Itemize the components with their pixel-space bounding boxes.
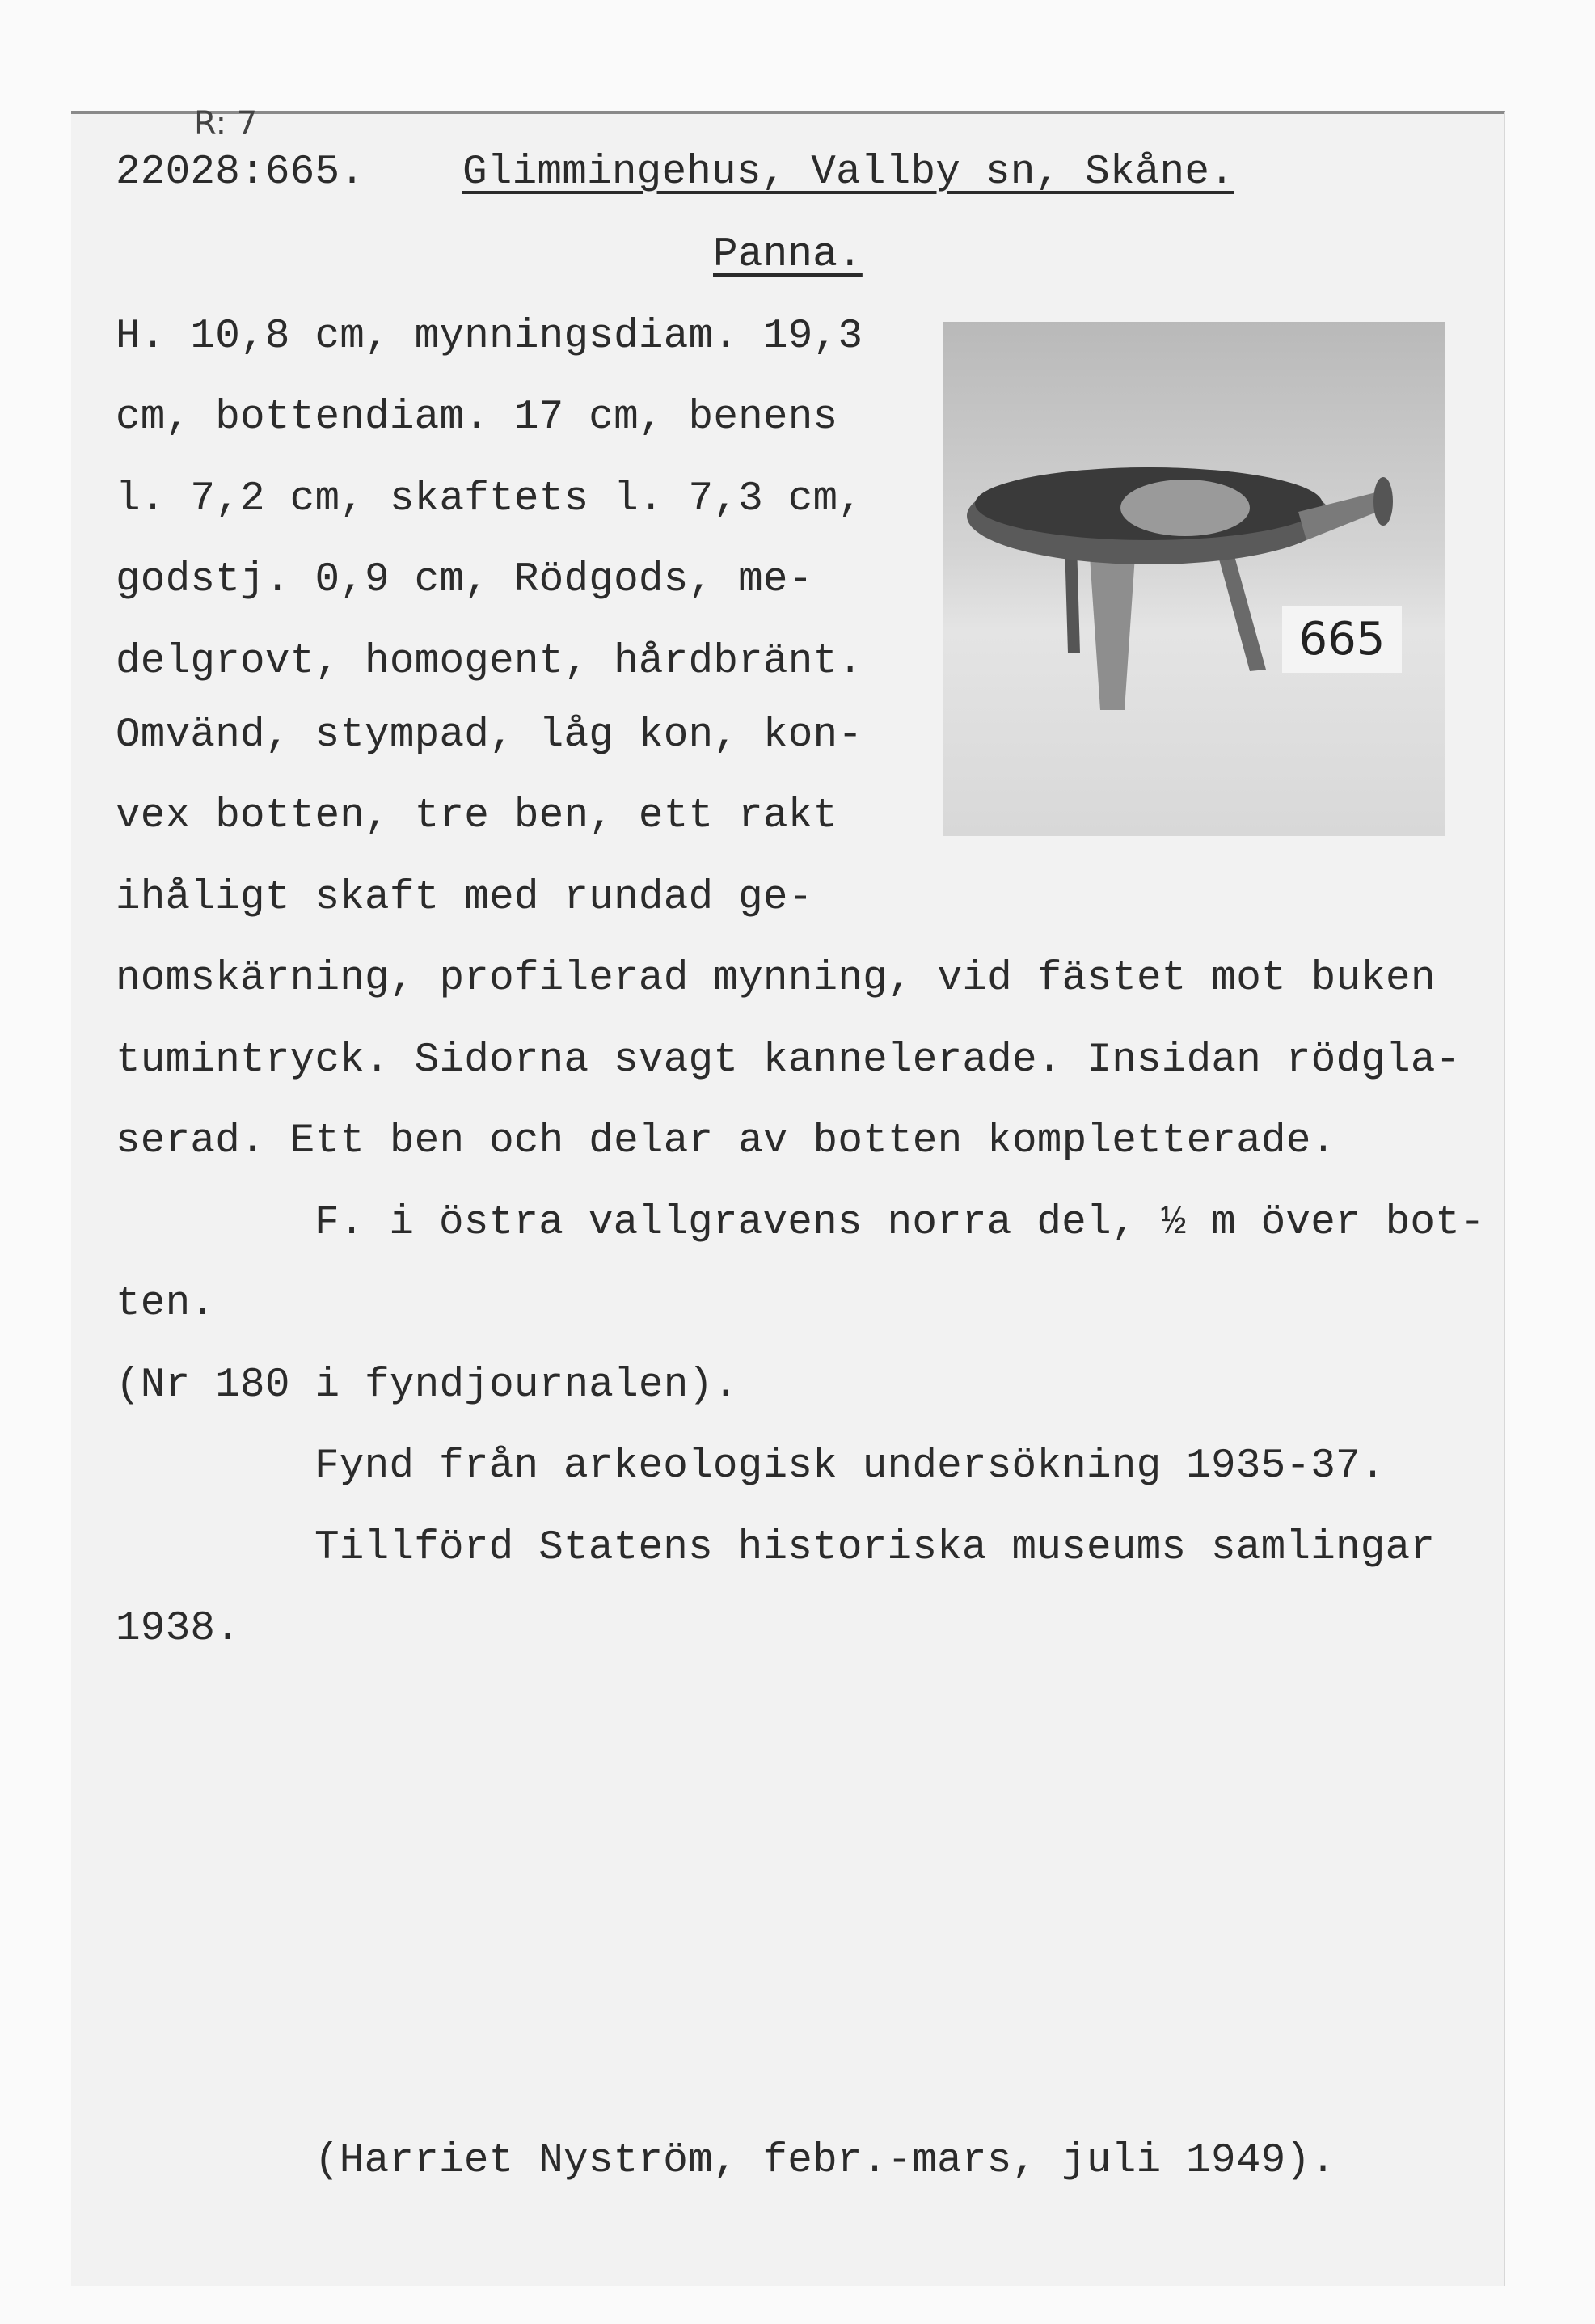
object-photo [943,322,1445,836]
description-line: delgrovt, homogent, hårdbränt. [116,639,863,685]
object-name: Panna. [713,232,863,278]
description-line: cm, bottendiam. 17 cm, benens [116,395,838,441]
description-line: serad. Ett ben och delar av botten kompletterade. [116,1118,1336,1164]
acquisition-line: Tillförd Statens historiska museums samlingar [314,1525,1436,1571]
find-location-line: F. i östra vallgravens norra del, ½ m över bot- [314,1200,1485,1246]
catalog-number: 22028:665. [116,150,365,196]
description-line: nomskärning, profilerad mynning, vid fästet mot buken [116,956,1436,1002]
description-line: vex botten, tre ben, ett rakt [116,793,838,839]
acquisition-line: 1938. [116,1606,241,1652]
description-line: ihåligt skaft med rundad ge- [116,875,813,921]
excavation-note: Fynd från arkeologisk undersökning 1935-37. [314,1443,1386,1489]
description-line: godstj. 0,9 cm, Rödgods, me- [116,557,813,603]
frying-pan-image [943,322,1445,836]
photo-number-label: 665 [1282,606,1402,673]
journal-reference: (Nr 180 i fyndjournalen). [116,1363,739,1409]
handwritten-note: R: 7 [194,105,258,142]
description-line: l. 7,2 cm, skaftets l. 7,3 cm, [116,476,863,522]
location-heading: Glimmingehus, Vallby sn, Skåne. [462,150,1234,196]
description-line: Omvänd, stympad, låg kon, kon- [116,712,863,758]
description-line: tumintryck. Sidorna svagt kannelerade. Insidan rödgla- [116,1037,1461,1084]
description-line: H. 10,8 cm, mynningsdiam. 19,3 [116,314,863,360]
find-location-line: ten. [116,1281,216,1327]
author-signature: (Harriet Nyström, febr.-mars, juli 1949). [314,2138,1336,2184]
